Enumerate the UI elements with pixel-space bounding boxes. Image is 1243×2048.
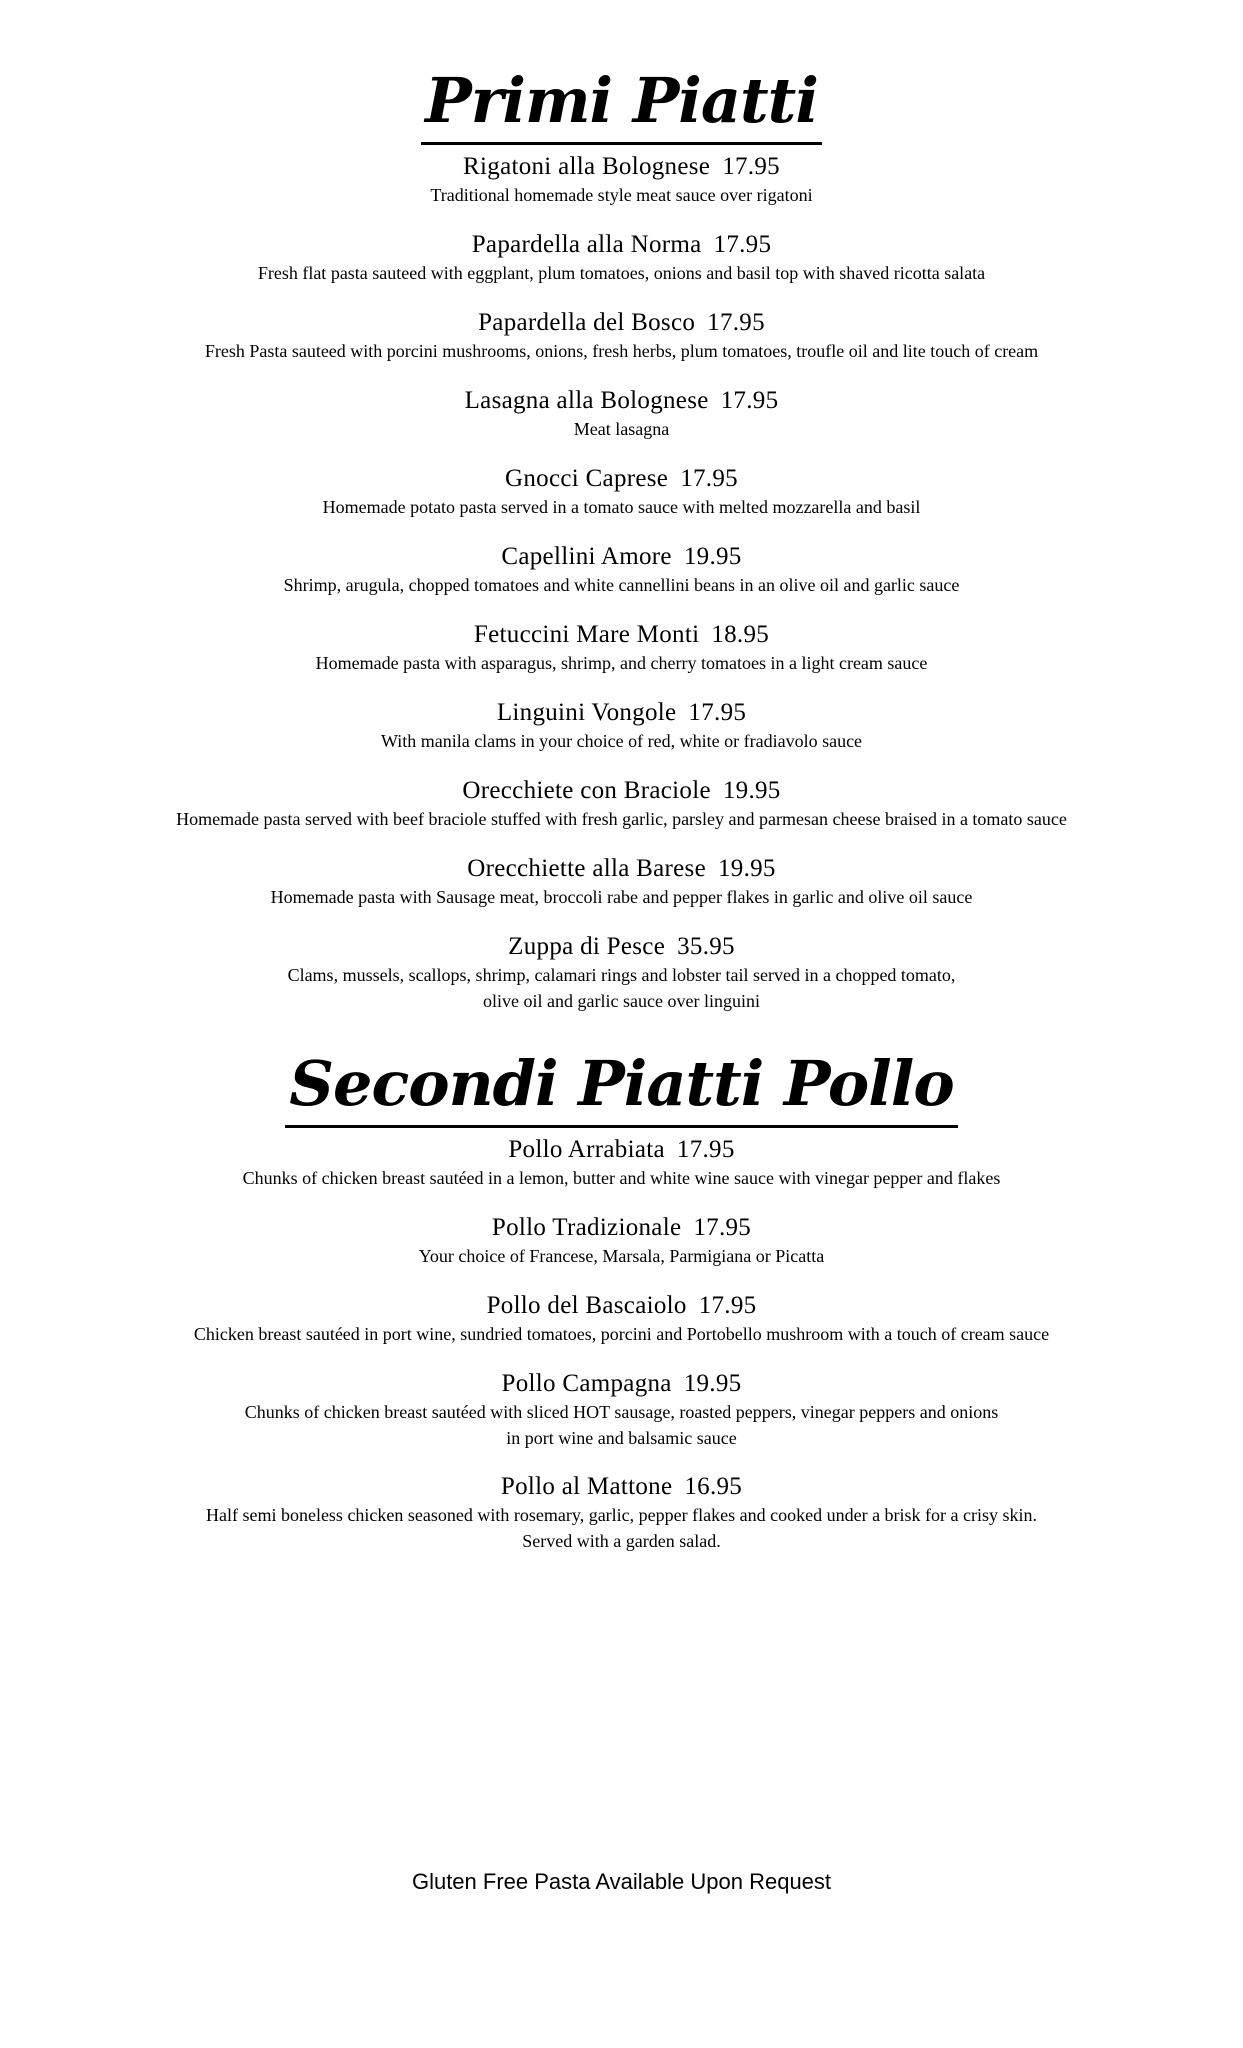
item-description: Homemade potato pasta served in a tomato sauce with melted mozzarella and basil [322, 497, 921, 517]
menu-item [0, 308, 1243, 364]
item-heading [0, 1472, 1243, 1502]
menu-item [0, 620, 1243, 676]
item-heading [0, 698, 1243, 728]
item-heading [0, 1213, 1243, 1243]
item-description: Homemade pasta with Sausage meat, broccoli rabe and pepper flakes in garlic and olive oil sauce [270, 887, 973, 907]
item-heading [0, 464, 1243, 494]
item-price: 18.95 [711, 621, 770, 648]
item-name: Papardella alla Norma [471, 231, 702, 258]
item-name: Rigatoni alla Bolognese [463, 153, 711, 180]
item-price: 16.95 [684, 1473, 743, 1500]
item-description: Homemade pasta with asparagus, shrimp, and cherry tomatoes in a light cream sauce [315, 653, 928, 673]
section-title-primi-piatti [0, 62, 1243, 145]
item-description-line-2: in port wine and balsamic sauce [506, 1428, 737, 1448]
item-name: Pollo al Mattone [500, 1473, 673, 1500]
menu-item [0, 386, 1243, 442]
item-description: Chicken breast sautéed in port wine, sundried tomatoes, porcini and Portobello mushroom with a touch of cream sauce [193, 1324, 1050, 1344]
item-heading [0, 1369, 1243, 1399]
menu-item [0, 1369, 1243, 1451]
menu-item [0, 1213, 1243, 1269]
item-heading [0, 932, 1243, 962]
item-name: Papardella del Bosco [478, 309, 696, 336]
item-description: Traditional homemade style meat sauce over rigatoni [430, 185, 813, 205]
item-heading [0, 776, 1243, 806]
item-name: Pollo Campagna [501, 1370, 672, 1397]
item-name: Gnocci Caprese [505, 465, 669, 492]
item-price: 17.95 [698, 1292, 757, 1319]
item-heading [0, 1135, 1243, 1165]
item-description: Homemade pasta served with beef braciole stuffed with fresh garlic, parsley and parmesan cheese braised in a tomato sauce [176, 809, 1067, 829]
item-price: 17.95 [676, 1136, 735, 1163]
item-name: Linguini Vongole [496, 699, 677, 726]
item-name: Pollo del Bascaiolo [486, 1292, 687, 1319]
item-price: 17.95 [720, 387, 779, 414]
gluten-free-note: Gluten Free Pasta Available Upon Request [411, 1869, 832, 1894]
menu-item [0, 1135, 1243, 1191]
item-heading [0, 308, 1243, 338]
item-price: 17.95 [707, 309, 765, 336]
item-name: Capellini Amore [501, 543, 672, 570]
item-description: Clams, mussels, scallops, shrimp, calamari rings and lobster tail served in a chopped tomato, [287, 965, 956, 985]
item-heading [0, 230, 1243, 260]
item-description-line-2: olive oil and garlic sauce over linguini [483, 991, 760, 1011]
item-heading [0, 542, 1243, 572]
item-price: 19.95 [717, 855, 776, 882]
item-description: Meat lasagna [573, 419, 670, 439]
menu-item [0, 464, 1243, 520]
item-description: Fresh Pasta sauteed with porcini mushrooms, onions, fresh herbs, plum tomatoes, troufle oil and lite touch of cream [204, 341, 1039, 361]
menu-item [0, 542, 1243, 598]
item-name: Pollo Tradizionale [491, 1214, 682, 1241]
item-price: 35.95 [677, 933, 735, 960]
menu-item [0, 932, 1243, 1014]
menu-item [0, 854, 1243, 910]
item-price: 17.95 [722, 153, 780, 180]
item-price: 17.95 [713, 231, 772, 258]
item-heading [0, 152, 1243, 182]
item-description: Shrimp, arugula, chopped tomatoes and white cannellini beans in an olive oil and garlic sauce [283, 575, 960, 595]
item-name: Zuppa di Pesce [508, 933, 666, 960]
item-heading [0, 854, 1243, 884]
item-heading [0, 386, 1243, 416]
item-price: 17.95 [693, 1214, 752, 1241]
item-price: 19.95 [683, 543, 742, 570]
item-description: Chunks of chicken breast sautéed in a lemon, butter and white wine sauce with vinegar pepper and flakes [242, 1168, 1001, 1188]
item-description: With manila clams in your choice of red, white or fradiavolo sauce [380, 731, 863, 751]
menu-item [0, 1472, 1243, 1554]
item-description: Half semi boneless chicken seasoned with rosemary, garlic, pepper flakes and cooked under a brisk for a crisy skin. [205, 1505, 1038, 1525]
item-description: Chunks of chicken breast sautéed with sliced HOT sausage, roasted peppers, vinegar peppers and onions [244, 1402, 999, 1422]
item-name: Orecchiete con Braciole [462, 777, 711, 804]
item-heading [0, 1291, 1243, 1321]
item-name: Pollo Arrabiata [508, 1136, 665, 1163]
menu-item [0, 1291, 1243, 1347]
item-description: Fresh flat pasta sauteed with eggplant, plum tomatoes, onions and basil top with shaved ricotta salata [257, 263, 986, 283]
item-name: Lasagna alla Bolognese [464, 387, 709, 414]
menu-item [0, 152, 1243, 208]
item-description-line-2: Served with a garden salad. [522, 1531, 721, 1551]
item-name: Orecchiette alla Barese [467, 855, 706, 882]
item-price: 17.95 [680, 465, 738, 492]
item-price: 17.95 [688, 699, 747, 726]
item-heading [0, 620, 1243, 650]
item-description: Your choice of Francese, Marsala, Parmigiana or Picatta [418, 1246, 825, 1266]
section-title-secondi-piatti-pollo [0, 1045, 1243, 1128]
menu-item [0, 230, 1243, 286]
item-name: Fetuccini Mare Monti [473, 621, 700, 648]
section-title-text: Primi Piatti [421, 62, 822, 145]
section-title-text: Secondi Piatti Pollo [285, 1045, 957, 1128]
item-price: 19.95 [722, 777, 781, 804]
item-price: 19.95 [683, 1370, 742, 1397]
menu-item [0, 776, 1243, 832]
menu-item [0, 698, 1243, 754]
